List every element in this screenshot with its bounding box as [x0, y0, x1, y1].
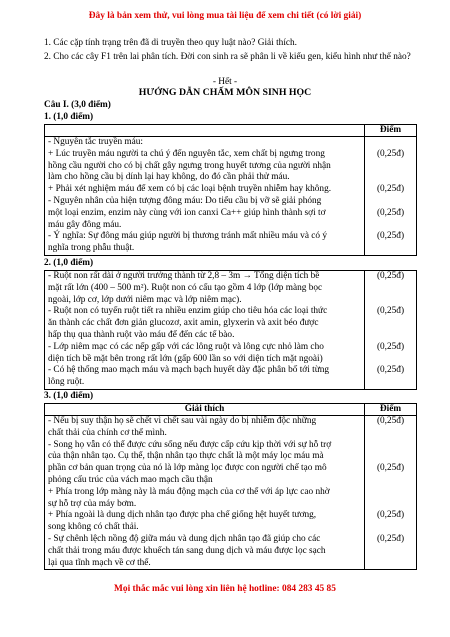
part-1-score-header: Điểm	[365, 125, 417, 137]
table-cell-line: - Có hệ thống mao mạch máu và mạch bạch huyết dày đặc phân bố tới từng	[48, 365, 330, 376]
table-cell-line: lại qua tĩnh mạch về cơ thể.	[48, 557, 151, 568]
preview-banner: Đây là bản xem thử, vui lòng mua tài liệu để xem chi tiết (có lời giải)	[88, 11, 362, 21]
question-2: 2. Cho các cây F1 trên lai phân tích. Đời con sinh ra sẽ phân li về kiểu gen, kiểu hình như thế nào?	[44, 52, 411, 62]
score-value: (0,25đ)	[376, 416, 405, 426]
table-cell-line: nghĩa trong phẫu thuật.	[48, 243, 135, 254]
score-value: (0,25đ)	[376, 271, 405, 281]
table-cell-line: làm cho hồng cầu bị dính lại hay không, do đó cần phải thử máu.	[48, 172, 290, 183]
score-value: (0,25đ)	[376, 463, 405, 474]
score-value: (0,25đ)	[376, 148, 405, 159]
table-cell-line: - Ý nghĩa: Sự đông máu giúp người bị thương tránh mất nhiều máu và có ý	[48, 231, 328, 242]
end-marker: - Hết -	[212, 77, 238, 87]
table-cell-line: - Song họ vẫn có thể được cứu sống nếu được cấp cứu kịp thời với sự hỗ trợ	[48, 439, 332, 450]
table-cell-line: chất thải trong máu được khuếch tán sang dung dịch và máu được lọc sạch	[48, 545, 326, 556]
table-cell-line: của thận nhân tạo. Cụ thể, thận nhân tạo thực chất là một máy lọc máu mà	[48, 451, 324, 462]
hotline-banner: Mọi thắc mắc vui lòng xin liên hệ hotline: 084 283 45 85	[114, 584, 336, 594]
part-1-table	[44, 124, 417, 256]
part-1-label: 1. (1,0 điểm)	[44, 112, 94, 122]
table-cell-line: + Phía trong lớp màng này là máu động mạch của cơ thể với áp lực cao nhờ	[48, 486, 330, 497]
part-2-table	[44, 270, 417, 390]
part-2-label: 2. (1,0 điểm)	[44, 258, 94, 268]
table-cell-line: lông ruột.	[48, 377, 85, 388]
section-title: Câu I. (3,0 điểm)	[44, 100, 111, 110]
table-cell-line: ngoài, lớp cơ, lớp dưới niêm mạc và lớp niêm mạc).	[48, 294, 242, 305]
table-cell-line: máu gây đông máu.	[48, 219, 122, 230]
table-cell-line: + Phía ngoài là dung dịch nhân tạo được pha chế giống hệt huyết tương,	[48, 510, 317, 521]
table-cell-line: ăn thành các chất đơn giản glucozơ, axit amin, glyxerin và axit béo được	[48, 318, 319, 329]
table-cell-line: hấp thụ qua thành ruột vào máu để đến các tế bào.	[48, 329, 235, 340]
score-value: (0,25đ)	[376, 207, 405, 218]
guide-title: HƯỚNG DẪN CHẤM MÔN SINH HỌC	[138, 87, 312, 98]
table-cell-line: - Lớp niêm mạc có các nếp gấp với các lông ruột và lông cực nhỏ làm cho	[48, 341, 324, 352]
score-value: (0,25đ)	[376, 306, 405, 317]
table-row	[45, 137, 417, 256]
table-cell-line: + Phải xét nghiệm máu để xem có bị các loại bệnh truyền nhiễm hay không.	[48, 184, 332, 195]
score-value: (0,25đ)	[376, 533, 405, 544]
table-cell-line: - Nguyên nhân của hiện tượng đông máu: Do tiểu cầu bị vỡ sẽ giải phóng	[48, 195, 322, 206]
score-value: (0,25đ)	[376, 184, 405, 195]
table-cell-line: song không có chất thải.	[48, 522, 139, 533]
table-cell-line: - Ruột non có tuyến ruột tiết ra nhiều enzim giúp cho tiêu hóa các loại thức	[48, 306, 328, 317]
table-cell-line: sự hỗ trợ của máy bơm.	[48, 498, 137, 509]
score-value: (0,25đ)	[376, 365, 405, 376]
question-1: 1. Các cặp tính trạng trên đã di truyền theo quy luật nào? Giải thích.	[44, 38, 298, 48]
part-3-header-content: Giải thích	[45, 404, 365, 416]
table-row	[45, 271, 417, 390]
score-value: (0,25đ)	[376, 510, 405, 521]
score-value: (0,25đ)	[376, 341, 405, 352]
table-row	[45, 416, 417, 570]
table-cell-line: một loại enzim, enzim này cùng với ion canxi Ca++ giúp hình thành sợi tơ	[48, 207, 326, 218]
table-cell-line: hồng cầu người cho có bị chất gây ngưng trong huyết tương của người nhận	[48, 160, 331, 171]
table-cell-line: - Sự chênh lệch nồng độ giữa máu và dung dịch nhân tạo đã giúp cho các	[48, 533, 321, 544]
table-cell-line: diện tích bề mặt bên trong rất lớn (gấp 600 lần so với diện tích mặt ngoài)	[48, 353, 323, 364]
part-3-label: 3. (1,0 điểm)	[44, 391, 94, 401]
table-cell-line: chất thải của chính cơ thể mình.	[48, 427, 167, 438]
table-cell-line: phỏng cấu trúc của vách mao mạch cầu thận	[48, 474, 213, 485]
table-cell-line: - Nếu bị suy thận họ sẽ chết vì chết sau vài ngày do bị nhiễm độc những	[48, 416, 317, 426]
table-cell-line: - Ruột non rất dài ở người trưởng thành từ 2,8 – 3m → Tổng diện tích bề	[48, 271, 320, 281]
table-cell-line: + Lúc truyền máu người ta chú ý đến nguyên tắc, xem chất bị ngưng trong	[48, 148, 325, 159]
table-cell-line: phần cơ bản quan trọng của nó là lớp màng lọc được con người chế tạo mô	[48, 463, 327, 474]
table-cell-line: - Nguyên tắc truyền máu:	[48, 137, 144, 147]
part-3-table	[44, 403, 417, 570]
score-value: (0,25đ)	[376, 231, 405, 242]
table-cell-line: mặt rất lớn (400 – 500 m²). Ruột non có cấu tạo gồm 4 lớp (lớp màng bọc	[48, 282, 323, 293]
part-3-score-header: Điểm	[365, 404, 417, 416]
part-1-header-content	[45, 125, 365, 137]
